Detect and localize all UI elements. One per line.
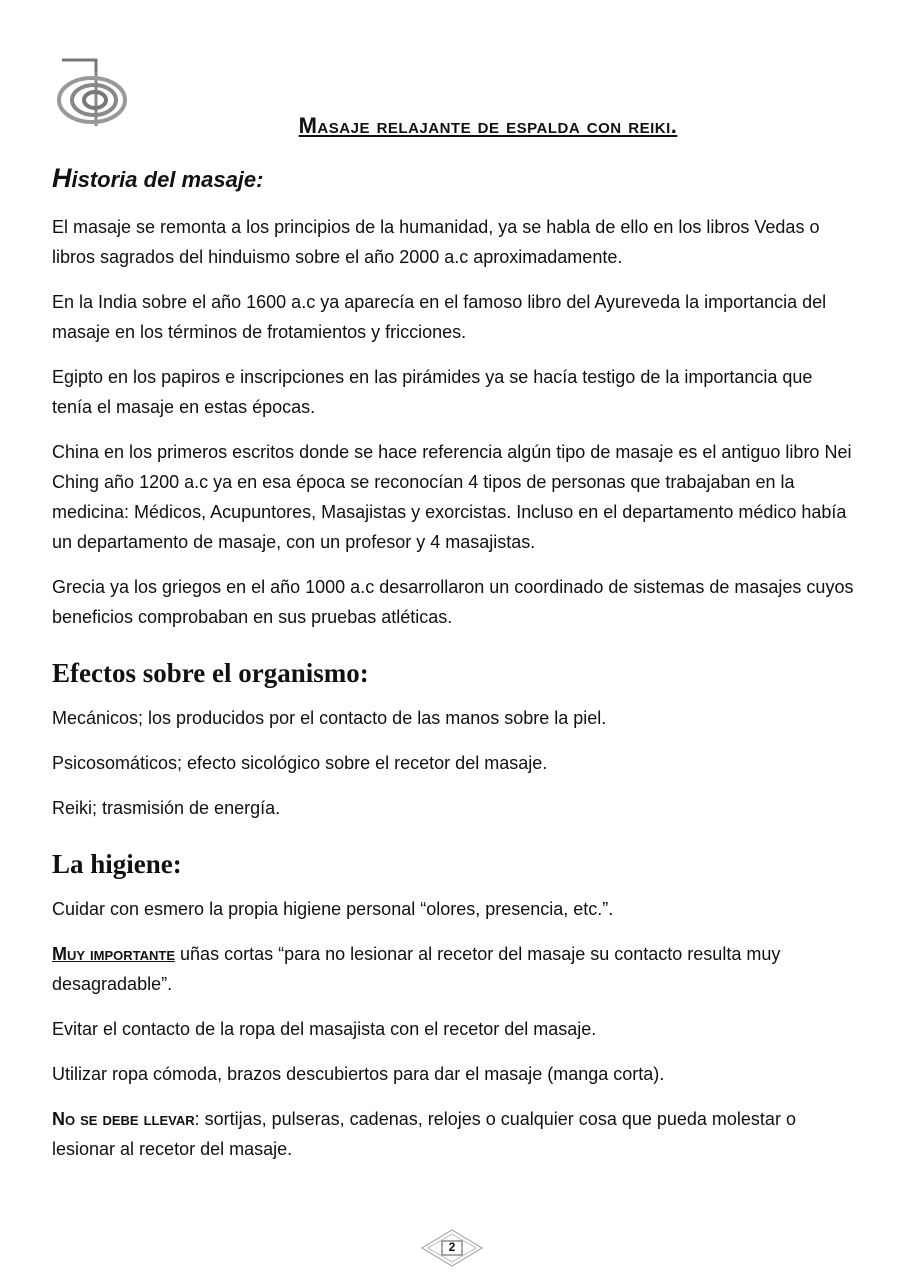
historia-paragraph: Grecia ya los griegos en el año 1000 a.c desarrollaron un coordinado de sistemas de masajes cuyos beneficios comprobaban en sus pruebas atléticas. [52,577,854,627]
historia-heading-rest: istoria del masaje: [71,167,264,192]
no-se-debe-llevar-text: : sortijas, pulseras, cadenas, relojes o cualquier cosa que pueda molestar o lesionar al recetor del masaje. [52,1109,796,1159]
historia-heading-initial: H [52,163,72,193]
higiene-paragraph: Utilizar ropa cómoda, brazos descubiertos para dar el masaje (manga corta). [52,1064,665,1084]
historia-paragraph: En la India sobre el año 1600 a.c ya aparecía en el famoso libro del Ayureveda la importancia del masaje en los términos de frotamientos y fricciones. [52,292,827,342]
higiene-paragraph: Cuidar con esmero la propia higiene personal “olores, presencia, etc.”. [52,899,614,919]
efectos-paragraph: Mecánicos; los producidos por el contacto de las manos sobre la piel. [52,708,607,728]
historia-paragraph: El masaje se remonta a los principios de la humanidad, ya se habla de ello en los libros Vedas o libros sagrados del hinduismo sobre el año 2000 a.c aproximadamente. [52,217,820,267]
higiene-paragraph [52,1104,854,1164]
page-number-badge [420,1228,484,1268]
efectos-paragraph: Reiki; trasmisión de energía. [52,798,281,818]
muy-importante-label: Muy importante [52,944,176,964]
higiene-heading: La higiene: [52,849,182,879]
main-content [52,163,854,1179]
efectos-heading: Efectos sobre el organismo: [52,658,369,688]
historia-paragraph: China en los primeros escritos donde se hace referencia algún tipo de masaje es el antiguo libro Nei Ching año 1200 a.c ya en esa época se reconocían 4 tipos de personas que trabajaban en la medicina: Médicos, Acupuntores, Masajistas y exorcistas. Incluso en el departamento médico había un departamento de masaje, con un profesor y 4 masajistas. [52,442,852,552]
page-title: Masaje relajante de espalda con reiki. [298,113,678,138]
historia-heading [52,163,854,194]
higiene-paragraph [52,939,854,999]
no-se-debe-llevar-label: No se debe llevar [52,1109,195,1129]
historia-paragraph: Egipto en los papiros e inscripciones en las pirámides ya se hacía testigo de la importancia que tenía el masaje en estas épocas. [52,367,813,417]
efectos-paragraph: Psicosomáticos; efecto sicológico sobre el recetor del masaje. [52,753,548,773]
muy-importante-text: uñas cortas “para no lesionar al recetor del masaje su contacto resulta muy desagradable”. [52,944,781,994]
page-number: 2 [448,1240,456,1254]
higiene-paragraph: Evitar el contacto de la ropa del masajista con el recetor del masaje. [52,1019,597,1039]
